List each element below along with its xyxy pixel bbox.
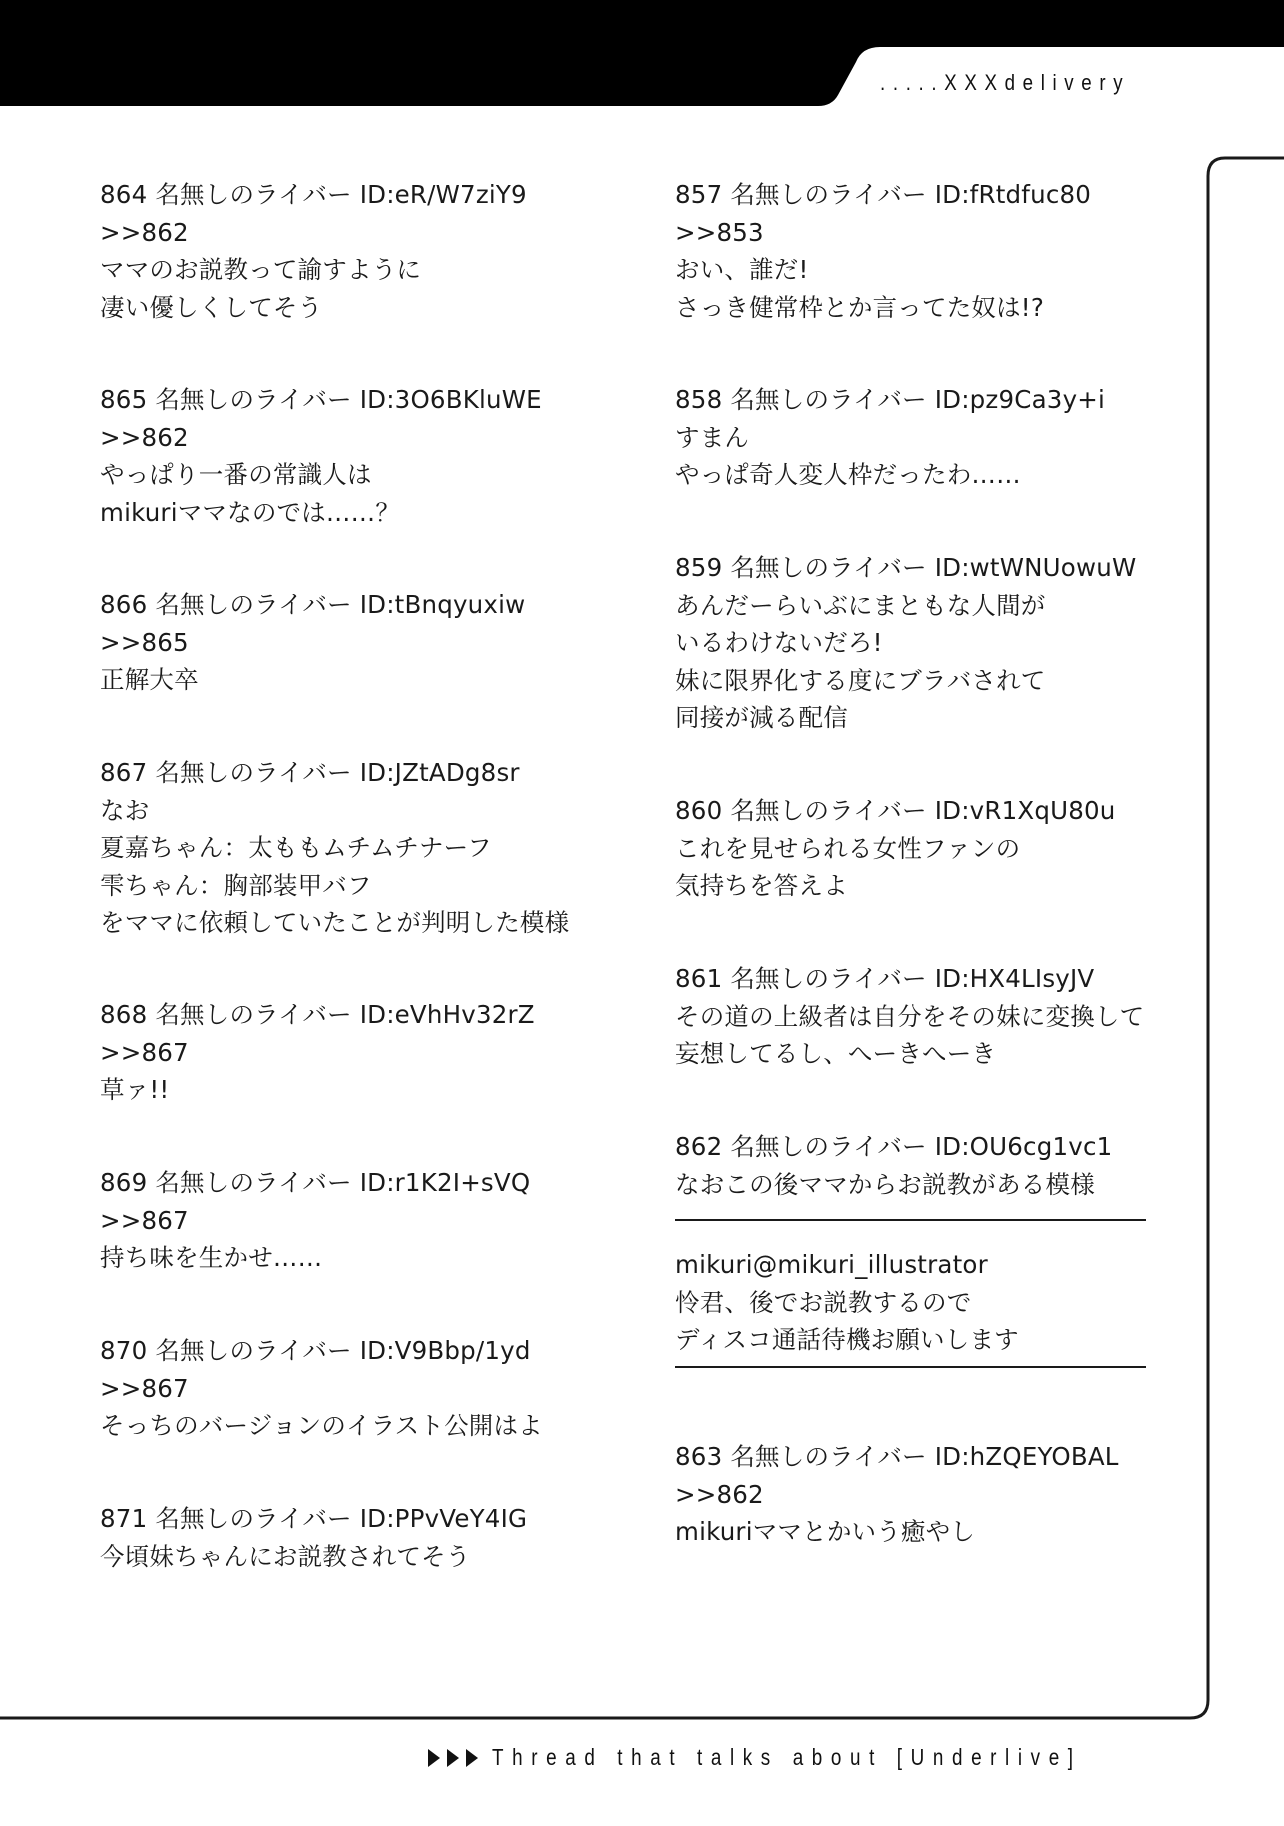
post-header: 857 名無しのライバー ID:fRtdfuc80 (675, 180, 1092, 209)
post-header: 862 名無しのライバー ID:OU6cg1vc1 (675, 1132, 1113, 1161)
post-body-line: 草ァ!! (100, 1075, 170, 1104)
post-header: 870 名無しのライバー ID:V9Bbp/1yd (100, 1336, 531, 1365)
post-header: 858 名無しのライバー ID:pz9Ca3y+i (675, 385, 1105, 414)
thread-post (100, 1164, 530, 1277)
thread-post (100, 586, 525, 699)
thread-post (100, 176, 527, 326)
reply-anchor[interactable]: >>867 (100, 1205, 189, 1235)
tweet-divider (675, 1219, 1146, 1221)
reply-anchor[interactable]: >>865 (100, 627, 189, 657)
reply-anchor[interactable]: >>867 (100, 1037, 189, 1067)
thread-post (675, 381, 1105, 494)
post-header: 868 名無しのライバー ID:eVhHv32rZ (100, 1000, 535, 1029)
post-header: 871 名無しのライバー ID:PPvVeY4IG (100, 1504, 528, 1533)
reply-anchor[interactable]: >>867 (100, 1373, 189, 1403)
thread-post (675, 549, 1136, 737)
post-header: 860 名無しのライバー ID:vR1XqU80u (675, 796, 1116, 825)
post-header: 867 名無しのライバー ID:JZtADg8sr (100, 758, 520, 787)
thread-post (100, 1500, 527, 1575)
thread-post (100, 381, 542, 531)
post-body-line: 気持ちを答えよ (675, 871, 848, 900)
post-body-line: ディスコ通話待機お願いします (675, 1325, 1019, 1354)
embedded-tweet (675, 1246, 1019, 1359)
post-body-line: をママに依頼していたことが判明した模様 (100, 908, 570, 937)
post-header: 859 名無しのライバー ID:wtWNUowuW (675, 553, 1137, 582)
thread-post (675, 1128, 1112, 1203)
post-body-line: 凄い優しくしてそう (100, 292, 323, 322)
thread-post (100, 996, 535, 1109)
footer-title: Thread that talks about [Underlive] (492, 1744, 1082, 1770)
play-arrows-icon (428, 1749, 478, 1767)
arrow-icon (466, 1749, 478, 1767)
arrow-icon (428, 1749, 440, 1767)
post-body-line: すまん (675, 422, 750, 452)
post-body-line: おい、誰だ! (675, 255, 809, 284)
thread-post (675, 792, 1116, 905)
post-header: 865 名無しのライバー ID:3O6BKluWE (100, 385, 542, 414)
footer (428, 1744, 1211, 1771)
post-body-line: あんだーらいぶにまともな人間が (675, 590, 1046, 620)
post-body-line: なお (100, 795, 150, 825)
thread-post (100, 1332, 543, 1445)
reply-anchor[interactable]: >>862 (100, 217, 189, 247)
post-header: 863 名無しのライバー ID:hZQEYOBAL (675, 1442, 1119, 1471)
post-header: 864 名無しのライバー ID:eR/W7ziY9 (100, 180, 527, 209)
post-header: 861 名無しのライバー ID:HX4LIsyJV (675, 964, 1095, 993)
tweet-divider (675, 1366, 1146, 1368)
post-body-line: なおこの後ママからお説教がある模様 (675, 1169, 1095, 1199)
post-body-line: そっちのバージョンのイラスト公開はよ (100, 1411, 543, 1440)
post-body-line: いるわけないだろ! (675, 628, 883, 657)
header-title: .....XXXdelivery (880, 70, 1131, 95)
post-body-line: やっぱり一番の常識人は (100, 460, 372, 489)
post-body-line: 妹に限界化する度にブラバされて (675, 665, 1046, 695)
post-header: 866 名無しのライバー ID:tBnqyuxiw (100, 590, 526, 619)
post-body-line: 同接が減る配信 (675, 703, 848, 732)
reply-anchor[interactable]: >>862 (675, 1479, 764, 1509)
post-body-line: 正解大卒 (100, 665, 199, 694)
post-body-line: 今頃妹ちゃんにお説教されてそう (100, 1541, 471, 1571)
tweet-author: mikuri@mikuri_illustrator (675, 1250, 988, 1279)
reply-anchor[interactable]: >>853 (675, 217, 764, 247)
post-body-line: やっぱ奇人変人枠だったわ…… (675, 460, 1021, 489)
post-body-line: mikuriママとかいう癒やし (675, 1517, 976, 1546)
thread-post (675, 1438, 1119, 1551)
post-body-line: 雫ちゃん：胸部装甲バフ (100, 870, 372, 900)
thread-post (100, 754, 569, 942)
post-body-line: これを見せられる女性ファンの (675, 833, 1021, 863)
thread-post (675, 960, 1144, 1073)
post-body-line: 夏嘉ちゃん：太ももムチムチナーフ (100, 833, 492, 862)
reply-anchor[interactable]: >>862 (100, 422, 189, 452)
post-body-line: 妄想してるし、へーきへーき (675, 1039, 997, 1068)
post-body-line: 持ち味を生かせ…… (100, 1243, 323, 1272)
post-body-line: その道の上級者は自分をその妹に変換して (675, 1001, 1145, 1031)
post-body-line: mikuriママなのでは……？ (100, 497, 401, 527)
post-body-line: さっき健常枠とか言ってた奴は!? (675, 292, 1045, 322)
thread-post (675, 176, 1091, 326)
post-header: 869 名無しのライバー ID:r1K2I+sVQ (100, 1168, 531, 1197)
post-body-line: ママのお説教って諭すように (100, 255, 422, 284)
arrow-icon (447, 1749, 459, 1767)
post-body-line: 怜君、後でお説教するので (675, 1287, 972, 1317)
